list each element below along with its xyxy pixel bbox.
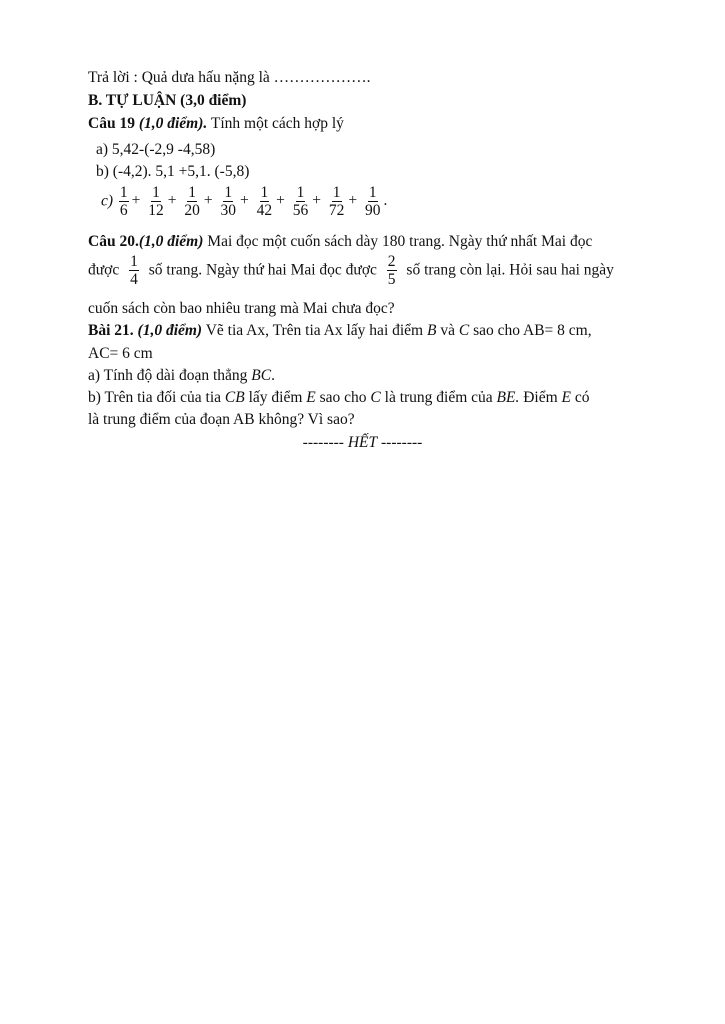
question-19-points: (1,0 điểm). [138,115,208,132]
question-21-part-b-line-1: b) Trên tia đối của tia CB lấy điểm E sao cho C là trung điểm của BE. Điểm E có [88,389,590,406]
question-19-part-b: b) (-4,2). 5,1 +5,1. (-5,8) [96,163,250,180]
question-20-line-2: được $\frac{1}{4}$ số trang. Ngày thứ hai Mai đọc được $\frac{2}{5}$ số trang còn lại. Hỏi sau hai ngày [88,253,614,288]
question-21-line-2: AC= 6 cm [88,345,153,362]
fraction: $\frac{1}{42}$ [256,184,273,219]
question-19-part-a: a) 5,42-(-2,9 -4,58) [96,141,216,158]
fraction: $\frac{1}{30}$ [220,184,237,219]
fraction: $\frac{1}{72}$ [328,184,345,219]
answer-line: Trả lời : Quả dưa hấu nặng là ………………. [88,69,371,86]
fraction: $\frac{2}{5}$ [387,253,396,288]
question-19-part-c: c) $\frac{1}{6}$ + $\frac{1}{12}$ + $\frac{1}{20}$ + $\frac{1}{30}$ + $\frac{1}{42}$ + $\frac{1}{56}$ + $\frac{1}{72}$ + $\frac{1}{90}$ . [101,184,388,219]
fraction: $\frac{1}{6}$ [119,184,128,219]
question-20-line-3: cuốn sách còn bao nhiêu trang mà Mai chưa đọc? [88,300,395,317]
question-21-line-1: Bài 21. (1,0 điểm) Vẽ tia Ax, Trên tia Ax lấy hai điểm B và C sao cho AB= 8 cm, [88,322,592,339]
question-19-text: Tính một cách hợp lý [207,115,344,132]
fraction: $\frac{1}{4}$ [130,253,138,288]
fraction: $\frac{1}{56}$ [292,184,309,219]
question-19-label: Câu 19 [88,115,135,132]
end-mark: -------- HẾT -------- [302,434,423,451]
question-20-label: Câu 20. [88,233,139,250]
fraction: $\frac{1}{12}$ [148,184,164,219]
question-21-part-b-line-2: là trung điểm của đoạn AB không? Vì sao? [88,411,355,428]
question-19-heading [88,114,344,134]
question-21-label: Bài 21. [88,322,134,339]
question-21-part-a: a) Tính độ dài đoạn thẳng BC. [88,367,275,384]
fraction: $\frac{1}{20}$ [184,184,200,219]
fraction: $\frac{1}{90}$ [365,184,381,219]
section-b-heading: B. TỰ LUẬN (3,0 điểm) [88,92,247,109]
question-19-part-c-label: c) [101,192,114,210]
question-20-line-1: Câu 20.(1,0 điểm) Mai đọc một cuốn sách dày 180 trang. Ngày thứ nhất Mai đọc [88,233,593,250]
question-20-points: (1,0 điểm) [138,233,204,250]
question-21-points: (1,0 điểm) [137,322,203,339]
